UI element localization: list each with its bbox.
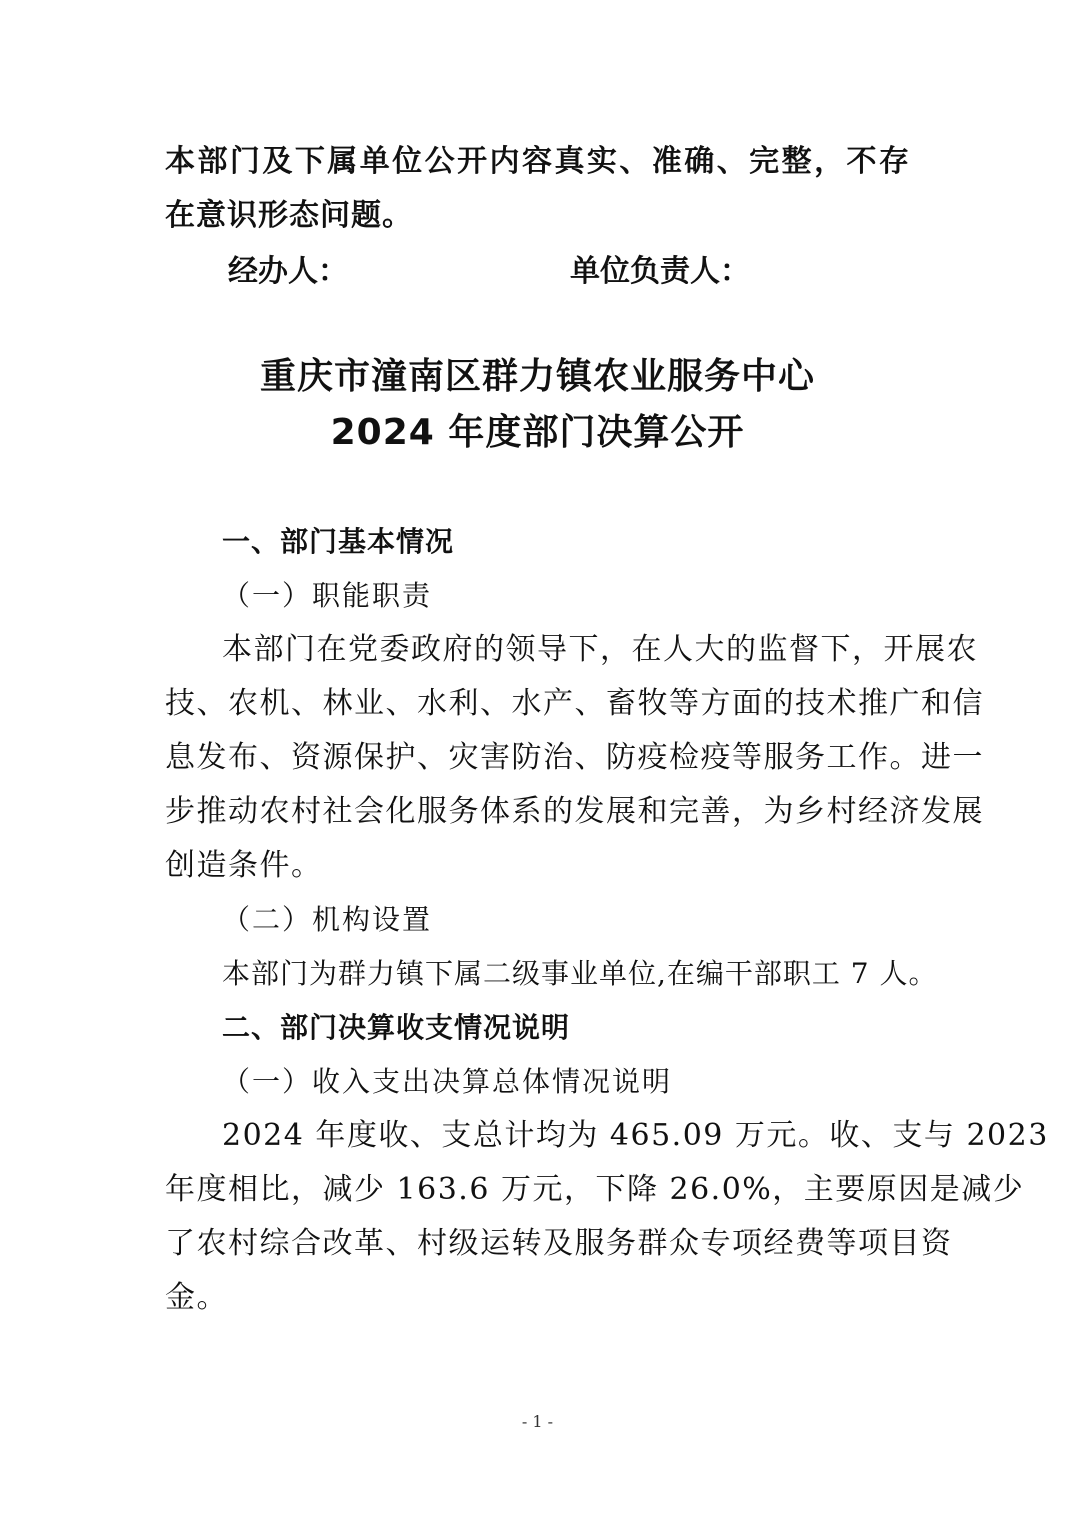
paragraph-line: 本部门在党委政府的领导下，在人大的监督下，开展农 xyxy=(222,632,978,667)
section-1-sub-1-heading: （一）职能职责 xyxy=(222,579,433,612)
paragraph-line: 了农村综合改革、村级运转及服务群众专项经费等项目资 xyxy=(165,1226,953,1261)
section-1-heading: 一、部门基本情况 xyxy=(222,525,455,558)
paragraph-line: 息发布、资源保护、灾害防治、防疫检疫等服务工作。进一 xyxy=(165,740,984,775)
leader-signature-label: 单位负责人： xyxy=(570,254,750,289)
document-title-line-2: 2024 年度部门决算公开 xyxy=(330,412,745,453)
intro-line-2: 在意识形态问题。 xyxy=(165,198,413,233)
paragraph-line: 金。 xyxy=(165,1280,228,1315)
section-1-sub-2-heading: （二）机构设置 xyxy=(222,903,433,936)
handler-signature-label: 经办人： xyxy=(228,254,348,289)
section-2-heading: 二、部门决算收支情况说明 xyxy=(222,1011,571,1044)
section-2-sub-1-heading: （一）收入支出决算总体情况说明 xyxy=(222,1065,673,1098)
page-number: - 1 - xyxy=(521,1412,554,1431)
paragraph-line: 技、农机、林业、水利、水产、畜牧等方面的技术推广和信 xyxy=(165,686,984,721)
intro-line-1: 本部门及下属单位公开内容真实、准确、完整，不存 xyxy=(165,144,910,179)
paragraph-line: 创造条件。 xyxy=(165,848,323,883)
paragraph-line: 年度相比，减少 163.6 万元，下降 26.0%，主要原因是减少 xyxy=(165,1172,1025,1207)
paragraph-line: 2024 年度收、支总计均为 465.09 万元。收、支与 2023 xyxy=(222,1118,1049,1153)
org-setup-text: 本部门为群力镇下属二级事业单位,在编干部职工 7 人。 xyxy=(222,957,938,990)
paragraph-line: 步推动农村社会化服务体系的发展和完善，为乡村经济发展 xyxy=(165,794,984,829)
document-title-line-1: 重庆市潼南区群力镇农业服务中心 xyxy=(259,356,815,397)
